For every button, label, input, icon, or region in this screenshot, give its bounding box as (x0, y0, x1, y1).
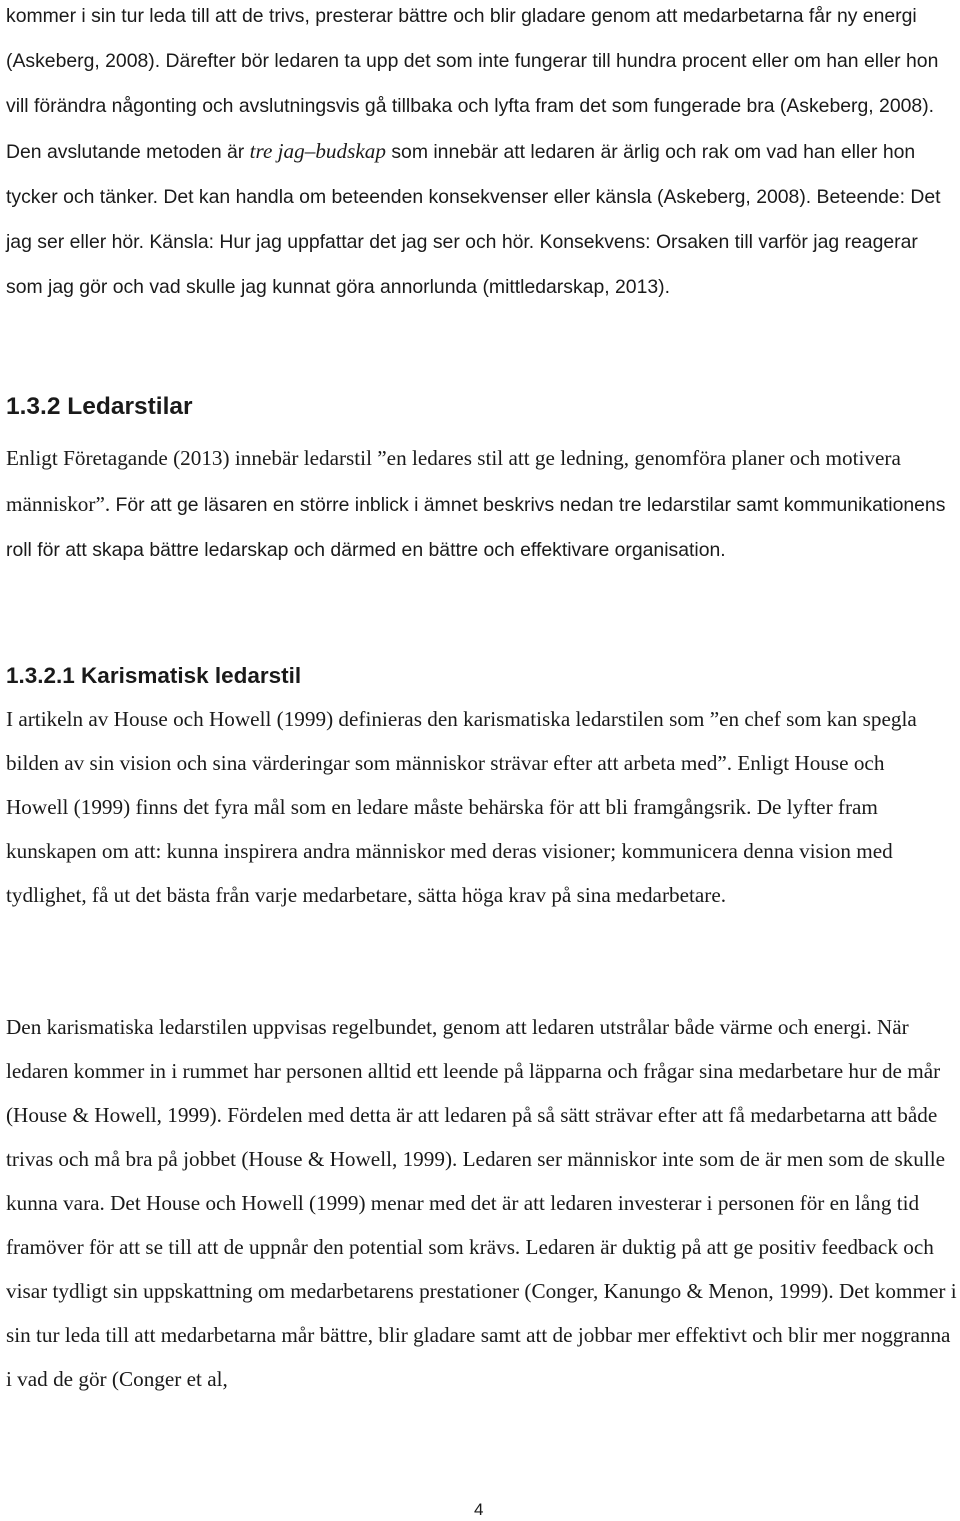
italic-term: tre jag–budskap (249, 139, 386, 163)
paragraph-text: som innebär att ledaren är ärlig och rak om vad han eller hon tycker och tänker. Det kan handla om beteenden konsekvenser eller känsla (Askeberg, 2008). Beteende: Det jag ser eller hör. Känsla: Hur jag uppfattar det jag ser och hör. Konsekvens: Orsaken till varför jag reagerar som jag gör och vad skulle jag kunnat göra annorlunda (mittledarskap, 2013). (6, 141, 941, 298)
paragraph-karismatisk-beskrivning: Den karismatiska ledarstilen uppvisas regelbundet, genom att ledaren utstrålar både värme och energi. När ledaren kommer in i rummet har personen alltid ett leende på läpparna och frågar sina medarbetare hur de mår (House & Howell, 1999). Fördelen med detta är att ledaren på så sätt strävar efter att få medarbetarna att både trivas och må bra på jobbet (House & Howell, 1999). Ledaren ser människor inte som de är men som de skulle kunna vara. Det House och Howell (1999) menar med det är att ledaren investerar i personen för en lång tid framöver för att se till att de uppnår den potential som krävs. Ledaren är duktig på att ge positiv feedback och visar tydligt sin uppskattning om medarbetarens prestationer (Conger, Kanungo & Menon, 1999). Det kommer i sin tur leda till att medarbetarna mår bättre, blir gladare samt att de jobbar mer effektivt och blir mer noggranna i vad de gör (Conger et al, (6, 1015, 957, 1391)
paragraph-ledarstil-definition (6, 436, 951, 573)
paragraph-text: För att ge läsaren en större inblick i ämnet beskrivs nedan tre ledarstilar samt kommunikationens roll för att skapa bättre ledarskap och därmed en bättre och effektivare organisation. (6, 494, 946, 561)
paragraph-askeberg-methods (6, 0, 958, 310)
paragraph-text: Enligt Företagande (2013) innebär ledarstil ”en ledares stil att ge ledning, genomföra planer och motivera människor”. (6, 446, 901, 516)
document-page (6, 0, 956, 1521)
paragraph-text: kommer i sin tur leda till att de trivs, presterar bättre och blir gladare genom att medarbetarna får ny energi (Askeberg, 2008). Därefter bör ledaren ta upp det som inte fungerar till hundra procent eller om han eller hon vill förändra någonting och avslutningsvis gå tillbaka och lyfta fram det som fungerade bra (Askeberg, 2008). Den avslutande metoden är (6, 5, 939, 163)
subsection-heading-karismatisk: 1.3.2.1 Karismatisk ledarstil (6, 663, 302, 688)
page-number: 4 (474, 1500, 484, 1519)
section-heading-ledarstilar: 1.3.2 Ledarstilar (6, 393, 193, 420)
paragraph-karismatisk-definition: I artikeln av House och Howell (1999) definieras den karismatiska ledarstilen som ”en chef som kan spegla bilden av sin vision och sina värderingar som människor strävar efter att arbeta med”. Enligt House och Howell (1999) finns det fyra mål som en ledare måste behärska för att bli framgångsrik. De lyfter fram kunskapen om att: kunna inspirera andra människor med deras visioner; kommunicera denna vision med tydlighet, få ut det bästa från varje medarbetare, sätta höga krav på sina medarbetare. (6, 707, 917, 907)
